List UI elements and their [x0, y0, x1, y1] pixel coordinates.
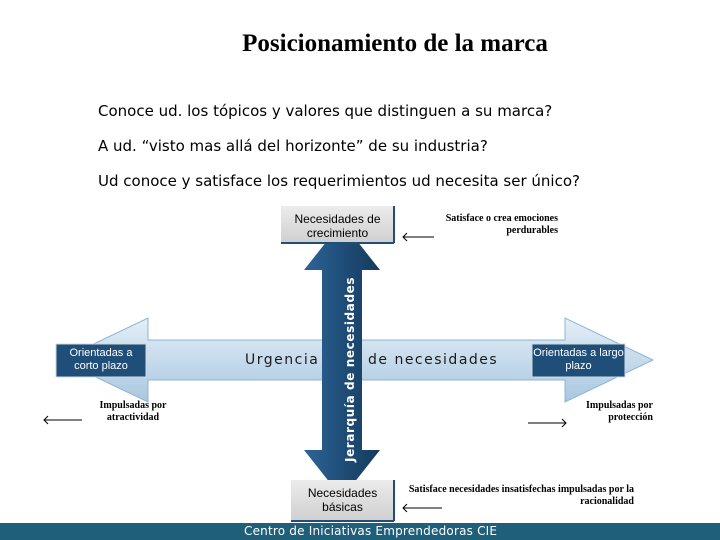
- arrow-right-note: [528, 419, 566, 427]
- question-2: A ud. “visto mas allá del horizonte” de su industria?: [98, 137, 488, 155]
- horizontal-left-label: Urgencia: [245, 352, 320, 368]
- footer-bar: [0, 523, 720, 540]
- bottom-note: Satisface necesidades insatisfechas impulsadas por la racionalidad: [408, 484, 634, 507]
- page-title: Posicionamiento de la marca: [242, 30, 548, 57]
- right-note: Impulsadas por protección: [586, 400, 653, 423]
- question-1: Conoce ud. los tópicos y valores que distinguen a su marca?: [98, 102, 553, 120]
- question-3: Ud conoce y satisface los requerimientos ud necesita ser único?: [98, 172, 580, 190]
- top-right-note: Satisface o crea emociones perdurables: [445, 213, 558, 236]
- footer-text: Centro de Iniciativas Emprendedoras CIE: [244, 524, 498, 538]
- top-box-label: Necesidades de crecimiento: [294, 212, 381, 240]
- horizontal-right-label: de necesidades: [368, 352, 499, 368]
- left-note: Impulsadas por atractividad: [99, 400, 167, 423]
- left-box-label: Orientadas a corto plazo: [69, 347, 133, 372]
- arrow-left-note: [44, 416, 82, 424]
- bottom-box-label: Necesidades básicas: [307, 486, 378, 514]
- vertical-axis-label: Jerarquía de necesidades: [343, 276, 357, 462]
- right-box-label: Orientadas a largo plazo: [533, 347, 624, 372]
